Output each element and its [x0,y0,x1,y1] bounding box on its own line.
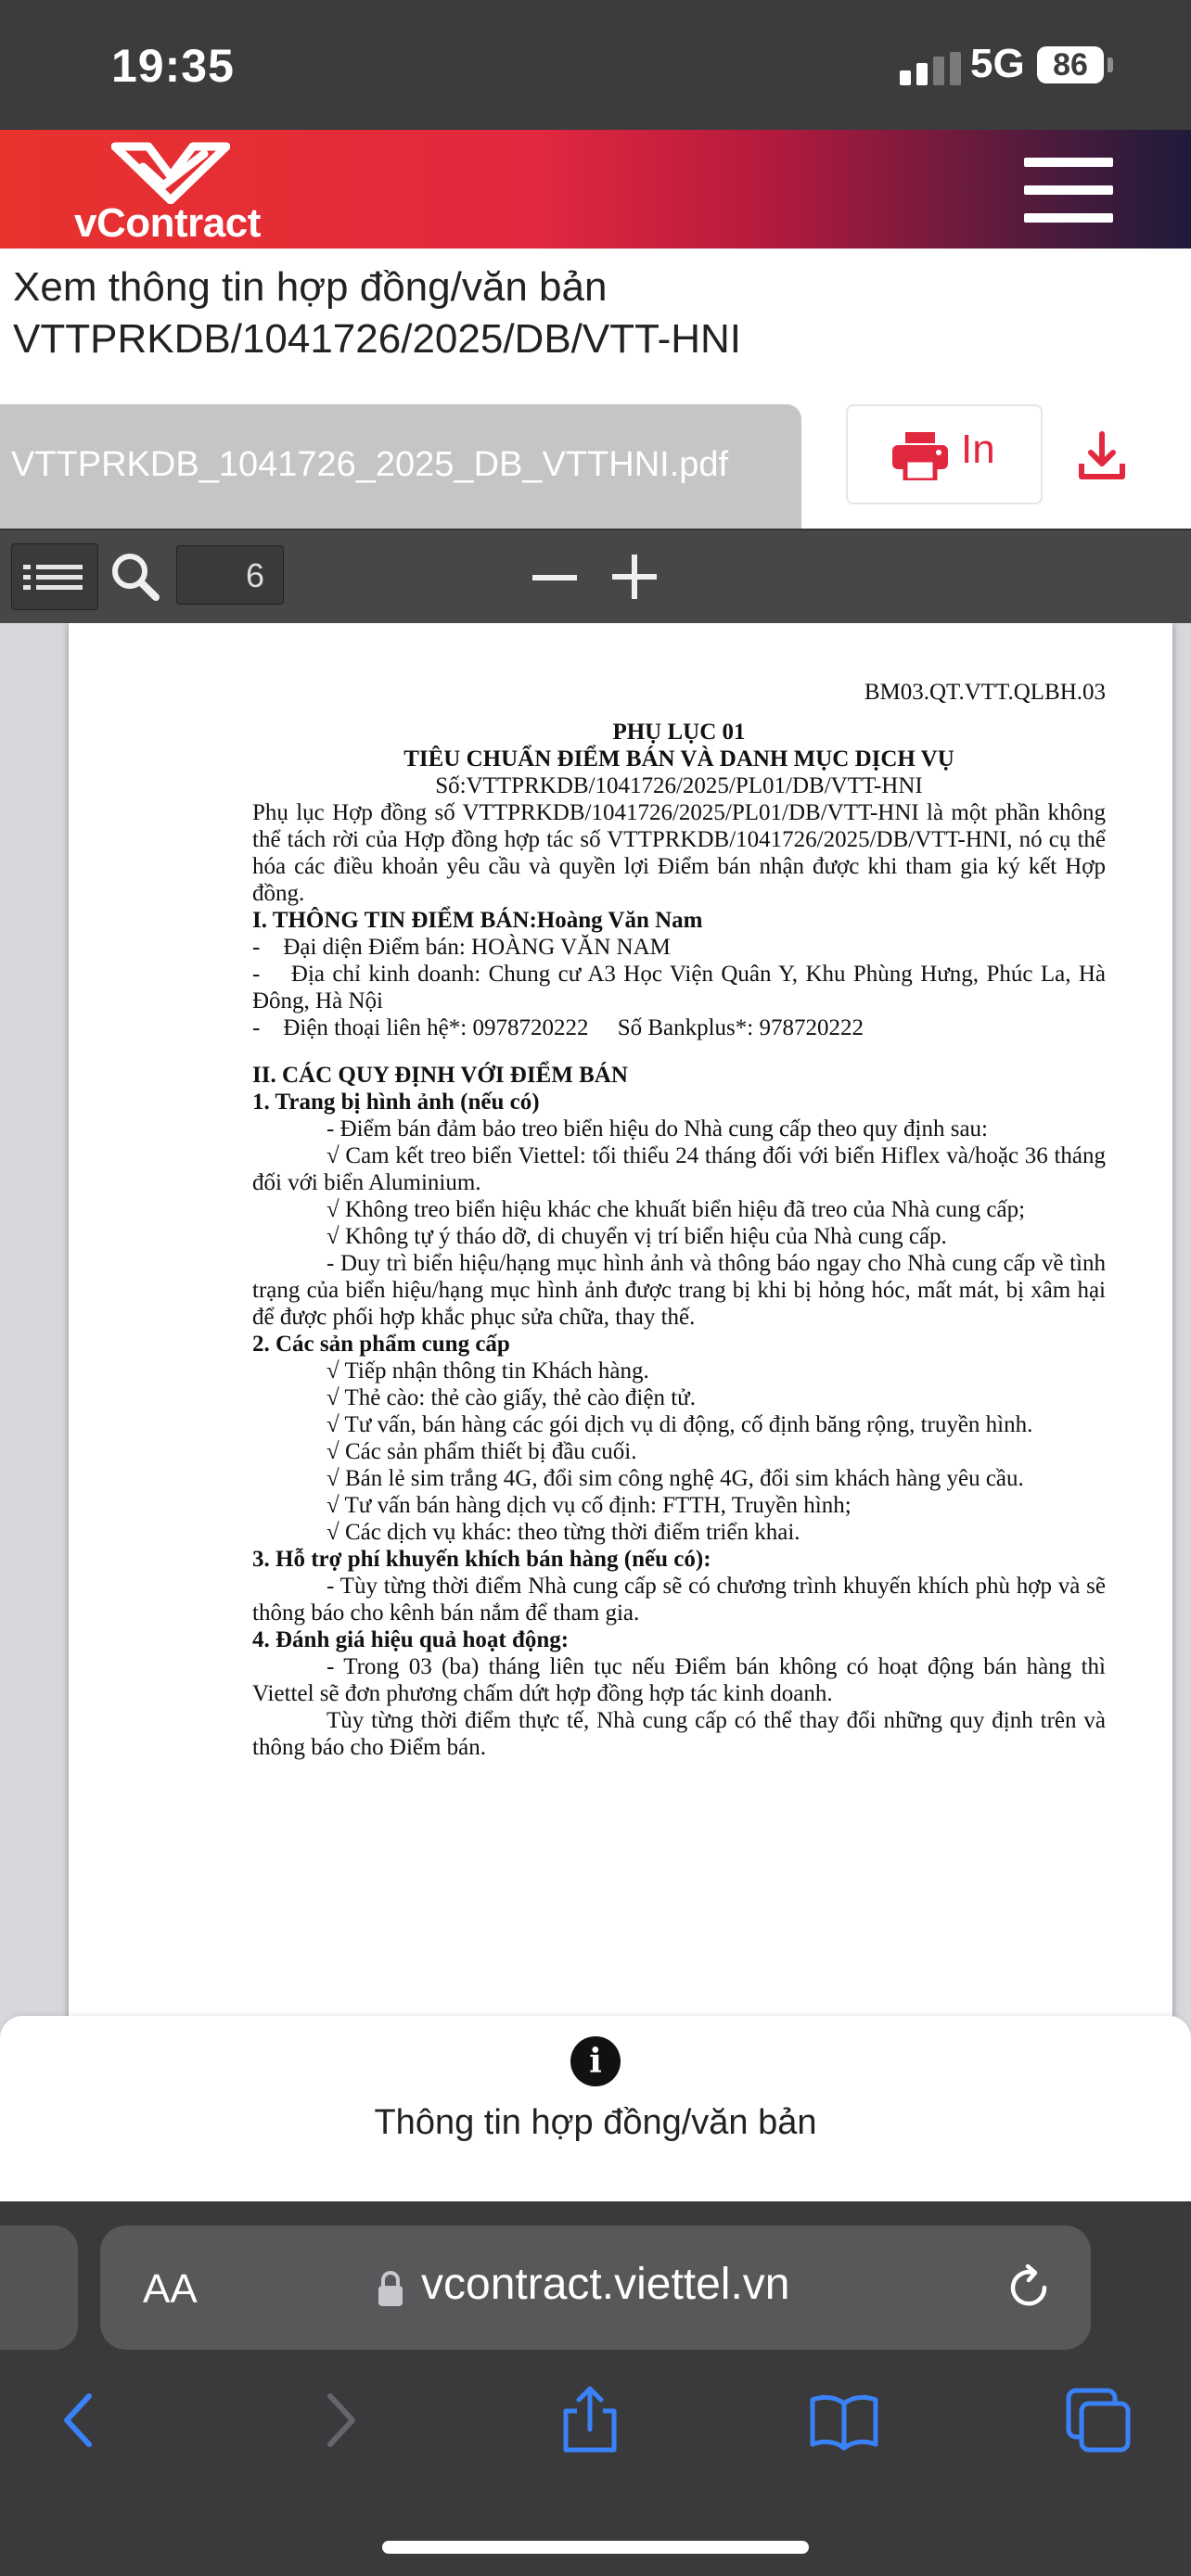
doc-form-code: BM03.QT.VTT.QLBH.03 [864,680,1106,705]
s1-address: - Địa chỉ kinh doanh: Chung cư A3 Học Viện Quân Y, Khu Phùng Hưng, Phúc La, Hà Đông, Hà Nội [252,962,1112,1014]
info-icon: i [570,2036,621,2086]
download-icon[interactable] [1074,428,1130,484]
title-area [0,249,1191,404]
s2-1-d: √ Không tự ý tháo dỡ, di chuyển vị trí biển hiệu của Nhà cung cấp. [327,1224,947,1249]
list-item: √ Các dịch vụ khác: theo từng thời điểm triển khai. [327,1520,800,1545]
status-bar [0,0,1191,130]
s2-1-c: √ Không treo biển hiệu khác che khuất biển hiệu đã treo của Nhà cung cấp; [327,1197,1026,1222]
section1-title: I. THÔNG TIN ĐIỂM BÁN:Hoàng Văn Nam [252,908,703,933]
forward-icon[interactable] [302,2383,377,2457]
browser-toolbar [0,2201,1191,2576]
pdf-viewer[interactable] [0,623,1191,2016]
printer-icon [892,432,948,480]
address-bar[interactable] [100,2225,1091,2350]
home-indicator [382,2541,809,2554]
app-header [0,130,1191,249]
share-icon[interactable] [553,2383,627,2457]
contract-info-panel[interactable] [0,2016,1191,2201]
file-bar [0,404,1191,529]
previous-tab-preview[interactable] [0,2225,78,2350]
vcontract-logo[interactable] [74,139,269,246]
tabs-icon[interactable] [1061,2383,1135,2457]
pdf-page [69,623,1172,2016]
browser-nav-bar [0,2383,1191,2494]
s2-2-title: 2. Các sản phẩm cung cấp [252,1332,510,1357]
search-icon[interactable] [109,551,161,603]
list-item: √ Bán lẻ sim trắng 4G, đổi sim công nghệ 4G, đổi sim khách hàng yêu cầu. [327,1466,1024,1491]
list-item: √ Tiếp nhận thông tin Khách hàng. [327,1358,649,1384]
s2-3-a: - Tùy từng thời điểm Nhà cung cấp sẽ có chương trình khuyến khích phù hợp và sẽ thông báo cho kênh bán nắm để tham gia. [252,1574,1106,1626]
lock-icon [377,2270,404,2307]
doc-subheading: TIÊU CHUẨN ĐIỂM BÁN VÀ DANH MỤC DỊCH VỤ [403,746,954,772]
logo-text: vContract [74,200,261,246]
battery-icon: 86 [1037,46,1104,83]
list-item: √ Tư vấn, bán hàng các gói dịch vụ di động, cố định băng rộng, truyền hình. [327,1412,1033,1437]
reload-icon[interactable] [1004,2263,1054,2313]
s2-1-a: - Điểm bán đảm bảo treo biển hiệu do Nhà cung cấp theo quy định sau: [327,1116,989,1141]
back-icon[interactable] [43,2383,117,2457]
s2-1-b: √ Cam kết treo biển Viettel: tối thiểu 24 tháng đối với biển Hiflex và/hoặc 36 tháng đối với biển Aluminium. [252,1143,1106,1195]
page-title [13,261,741,365]
network-type: 5G [970,41,1025,86]
doc-number: Số:VTTPRKDB/1041726/2025/PL01/DB/VTT-HNI [435,773,923,798]
contract-info-label: Thông tin hợp đồng/văn bản [374,2103,817,2142]
section2-title: II. CÁC QUY ĐỊNH VỚI ĐIỂM BÁN [252,1063,628,1088]
doc-intro: Phụ lục Hợp đồng số VTTPRKDB/1041726/2025/PL01/DB/VTT-HNI là một phần không thể tách rời của Hợp đồng hợp tác số VTTPRKDB/1041726/2025/DB/VTT-HNI, nó cụ thể hóa các điều khoản yêu cầu và quyền lợi Điểm bán nhận được khi tham gia ký kết Hợp đồng. [252,800,1106,906]
file-name: VTTPRKDB_1041726_2025_DB_VTTHNI.pdf [11,445,729,484]
print-button[interactable] [846,404,1043,504]
document-content [252,679,1112,1761]
cellular-signal-icon [900,52,965,85]
url-text: vcontract.viettel.vn [421,2260,790,2309]
s2-4-b: Tùy từng thời điểm thực tế, Nhà cung cấp có thể thay đổi những quy định trên và thông báo cho Điểm bán. [252,1708,1106,1760]
s2-4-a: - Trong 03 (ba) tháng liên tục nếu Điểm bán không có hoạt động bán hàng thì Viettel sẽ đơn phương chấm dứt hợp đồng hợp tác kinh doanh. [252,1654,1106,1706]
s2-1-e: - Duy trì biển hiệu/hạng mục hình ảnh và thông báo ngay cho Nhà cung cấp về tình trạng của biển hiệu/hạng mục hình ảnh được trang bị khi bị hỏng hóc, mất mát, bị xâm hại để được phối hợp khắc phục sửa chữa, thay thế. [252,1251,1106,1330]
s1-representative: - Đại diện Điểm bán: HOÀNG VĂN NAM [252,935,671,960]
page-number-input[interactable]: 6 [176,545,284,605]
s2-1-title: 1. Trang bị hình ảnh (nếu có) [252,1090,540,1115]
reader-settings-button[interactable]: AA [143,2266,198,2312]
list-item: √ Tư vấn bán hàng dịch vụ cố định: FTTH, Truyền hình; [327,1493,852,1518]
logo-mark-icon [111,139,230,204]
sidebar-toggle-button[interactable] [11,543,98,610]
s2-3-title: 3. Hỗ trợ phí khuyến khích bán hàng (nếu có): [252,1547,711,1572]
print-label: In [961,427,995,472]
list-item: √ Các sản phẩm thiết bị đầu cuối. [327,1439,637,1464]
list-item: √ Thẻ cào: thẻ cào giấy, thẻ cào điện tử. [327,1385,696,1410]
status-time: 19:35 [111,40,235,92]
pdf-toolbar [0,529,1191,625]
zoom-in-button[interactable] [612,555,657,599]
bookmarks-icon[interactable] [807,2383,881,2457]
file-tab[interactable] [0,404,801,529]
page-title-line1: Xem thông tin hợp đồng/văn bản [13,264,608,310]
s1-phone: - Điện thoại liên hệ*: 0978720222 Số Bankplus*: 978720222 [252,1015,864,1040]
zoom-out-button[interactable] [532,575,577,580]
doc-heading: PHỤ LỤC 01 [612,720,746,745]
battery-tip [1108,57,1113,72]
hamburger-menu-button[interactable] [1024,158,1113,223]
page-title-line2: VTTPRKDB/1041726/2025/DB/VTT-HNI [13,316,741,362]
s2-4-title: 4. Đánh giá hiệu quả hoạt động: [252,1627,570,1652]
